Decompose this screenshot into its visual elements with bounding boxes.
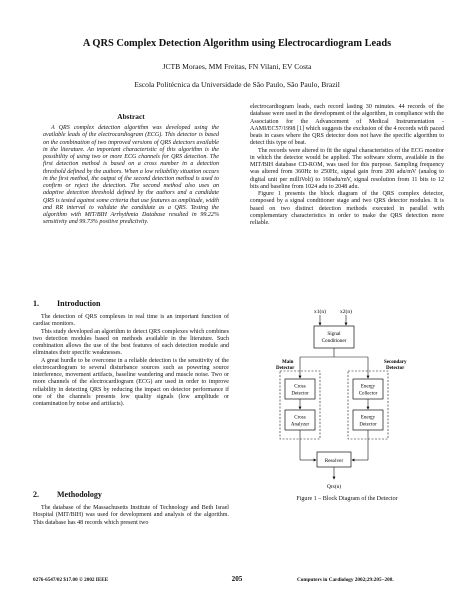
main-detector-label-2: Detector	[276, 366, 295, 371]
affiliation: Escola Politécnica da Universidade de São Paulo, São Paulo, Brazil	[134, 80, 340, 89]
energy-detector-label-2: Detector	[359, 422, 377, 428]
right-paragraph-1: electrocardiogram leads, each record lasting 30 minutes. 44 records of the database were used in the development of the algorithm, in compliance with the Association for the Advancement of Medical Instrumentation - AAMI/EC57/1998 [1] which suggests the exclusion of the 4 records with paced beats in cases where the QRS detector does not have the specific algorithm to detect this type of beat.	[250, 104, 444, 147]
signal-conditioner-label-2: Conditioner	[321, 338, 347, 344]
energy-collector-label-2: Collector	[358, 391, 378, 397]
methodology-body	[33, 505, 229, 527]
input-x1-label: x1(n)	[314, 309, 326, 315]
abstract-heading: Abstract	[117, 112, 145, 121]
intro-paragraph-1: The detection of QRS complexes in real time is an important function of cardiac monitors.	[33, 314, 229, 328]
paper-title: A QRS Complex Detection Algorithm using Electrocardiogram Leads	[82, 38, 392, 49]
signal-conditioner-block	[314, 326, 354, 348]
right-paragraph-2: The records were altered to fit the signal characteristics of the ECG monitor in which the detector would be applied. The software xform, available in the MIT/BIH database CD-ROM, was used for this purpose. Sampling frequency was altered from 360Hz to 250Hz, signal gain from 200 adu/mV (analog to digital unit per milliVolt) to 160adu/mV, signal resolution from 11 bits to 12 bits and baseline from 1024 adu to 2048 adu.	[250, 147, 444, 190]
author-list: JCTB Moraes, MM Freitas, FN Vilani, EV Costa	[162, 62, 312, 71]
method-paragraph-1: The database of the Massachusetts Institute of Technology and Beth Israel Hospital (MIT/BIH) was used for development and analysis of the algorithm. This database has 48 records which present two	[33, 505, 229, 526]
figure-caption: Figure 1 – Block Diagram of the Detector	[296, 496, 398, 502]
right-paragraph-3: Figure 1 presents the block diagram of the QRS complex detector, composed by a signal conditioner stage and two QRS detector modules. It is based on two distinct detection methods executed in parallel with complementary characteristics in order to make the QRS detection more reliable.	[250, 191, 444, 226]
signal-conditioner-label-1: Signal	[327, 331, 341, 337]
secondary-detector-label-1: Secondary	[384, 360, 407, 365]
footer-journal: Computers in Cardiology 2002;29:205−208.	[297, 577, 394, 583]
secondary-detector-label-2: Detector	[386, 366, 405, 371]
section-1-title: Introduction	[57, 299, 101, 308]
section-1-heading	[33, 299, 100, 308]
introduction-body	[33, 314, 229, 408]
main-detector-label-1: Main	[282, 360, 294, 365]
section-2-number: 2.	[33, 490, 39, 499]
section-1-number: 1.	[33, 299, 39, 308]
section-2-title: Methodology	[57, 490, 102, 499]
cross-analyzer-label-2: Analyzer	[290, 422, 310, 428]
abstract-text: A QRS complex detection algorithm was developed using the available leads of the electrocardiogram (ECG). This detector is based on the combination of two improved versions of QRS detectors available in the literature. An important characteristic of this algorithm is the possibility of using two or more ECG channels for QRS detection. The first detection method is based on a cross number in a detection threshold defined by the authors. When a low reliability situation occurs in the first method, the output of the second detection method is used to confirm or reject the detection. The second method also uses an adaptive detection threshold defined by the authors and a candidate QRS is tested against some criteria that use features as amplitude, width and RR interval to validate the candidate as a QRS. Testing the algorithm with MIT/BIH Arrhythmia Database resulted in 99.22% sensitivity and 99.73% positive predictivity.	[43, 125, 219, 226]
resolver-label: Resolver	[324, 458, 344, 464]
energy-collector-label-1: Energy	[360, 384, 376, 390]
input-x2-label: x2(n)	[340, 309, 352, 315]
page-number: 205	[231, 575, 243, 583]
output-label: Qrs(n)	[326, 484, 342, 490]
cross-detector-label-2: Detector	[291, 391, 309, 397]
section-2-heading	[33, 490, 102, 499]
energy-detector-label-1: Energy	[360, 415, 376, 421]
block-diagram	[270, 305, 410, 495]
footer-copyright: 0276-6547/02 $17.00 © 2002 IEEE	[33, 577, 109, 583]
right-column-body	[250, 104, 444, 227]
cross-analyzer-label-1: Cross	[294, 415, 306, 421]
intro-paragraph-3: A great hurdle to be overcome in a reliable detection is the sensitivity of the electrocardiogram to several disturbance sources such as powering source interference, movement artifacts, baseline wandering and muscle noise. Two or more channels of the electrocardiogram (ECG) are used in order to improve reliability in detecting QRS by reducing the impact on detector performance if one of the channels presents low quality signals (low amplitude or contamination by noise and artifacts).	[33, 357, 229, 407]
cross-detector-label-1: Cross	[294, 384, 306, 390]
intro-paragraph-2: This study developed an algorithm to detect QRS complexes which combines two detection modules based on methods available in the literature. Such combination allows the use of the best features of each detection module and eliminates their specific weaknesses.	[33, 328, 229, 357]
